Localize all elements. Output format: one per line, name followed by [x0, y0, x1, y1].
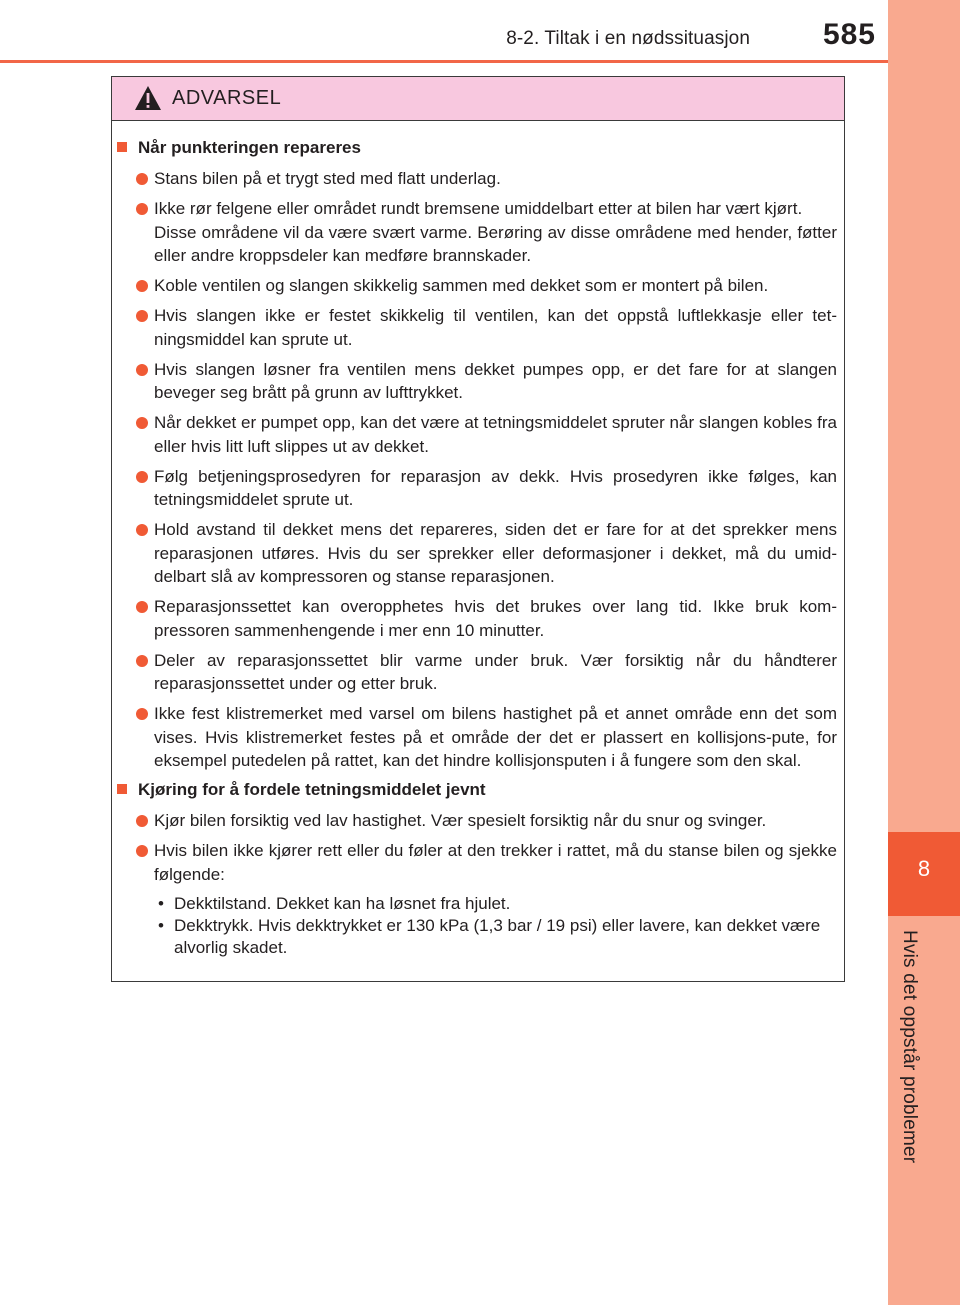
dot-bullet-icon [136, 845, 148, 857]
page-number: 585 [822, 18, 876, 51]
bullet-icon: • [158, 893, 164, 913]
warning-triangle-icon [134, 85, 162, 111]
warning-title: ADVARSEL [172, 87, 282, 109]
dot-bullet-icon [136, 815, 148, 827]
section-heading [112, 137, 844, 159]
square-bullet-icon [117, 142, 127, 152]
list-item: Når dekket er pumpet opp, kan det være at tetningsmiddelet spruter når slangen kobles fra eller hvis litt luft slippes ut av dekket. [112, 411, 844, 458]
list-item: Hvis slangen løsner fra ventilen mens dekket pumpes opp, er det fare for at slangen beveger seg brått på grunn av lufttrykket. [112, 358, 844, 405]
dot-bullet-icon [136, 173, 148, 185]
dot-bullet-icon [136, 524, 148, 536]
bullet-icon: • [158, 915, 164, 935]
warning-header [112, 77, 844, 121]
list-item: Ikke rør felgene eller området rundt bremsene umiddelbart etter at bilen har vært kjørt. Disse områdene vil da være svært varme. Berøring av disse områdene med hender, føtter eller andre kroppsdeler kan medføre brannskader. [112, 197, 844, 268]
section-heading-text: Kjøring for å fordele tetningsmiddelet jevnt [138, 780, 486, 799]
warning-content [112, 137, 844, 959]
dot-bullet-icon [136, 655, 148, 667]
dot-bullet-icon [136, 417, 148, 429]
dot-bullet-icon [136, 364, 148, 376]
list-item: Koble ventilen og slangen skikkelig sammen med dekket som er montert på bilen. [112, 274, 844, 298]
section-heading [112, 779, 844, 801]
list-item: Stans bilen på et trygt sted med flatt underlag. [112, 167, 844, 191]
header-rule [0, 60, 888, 63]
list-item: Reparasjonssettet kan overopphetes hvis det brukes over lang tid. Ikke bruk kom-pressoren sammenhengende i mer enn 10 minutter. [112, 595, 844, 642]
dot-bullet-icon [136, 601, 148, 613]
list-item: Deler av reparasjonssettet blir varme under bruk. Vær forsiktig når du håndterer reparasjonssettet under og etter bruk. [112, 649, 844, 696]
warning-box [111, 76, 845, 982]
list-item: Ikke fest klistremerket med varsel om bilens hastighet på et annet område enn det som vises. Hvis klistremerket festes på et område der det er plassert en kollisjons-pute, for eksempel putedelen på rattet, kan det hindre kollisjonsputen i å fungere som den skal. [112, 702, 844, 773]
list-item: Hold avstand til dekket mens det repareres, siden det er fare for at det sprekker mens reparasjonen utføres. Hvis du ser sprekker eller deformasjoner i dekket, må du umid-delbart slå av kompressoren og stanse reparasjonen. [112, 518, 844, 589]
sub-list [112, 893, 844, 959]
list-item: Kjør bilen forsiktig ved lav hastighet. Vær spesielt forsiktig når du snur og svinger. [112, 809, 844, 833]
square-bullet-icon [117, 784, 127, 794]
section-title: 8-2. Tiltak i en nødssituasjon [506, 28, 750, 49]
dot-bullet-icon [136, 471, 148, 483]
list-item: Følg betjeningsprosedyren for reparasjon av dekk. Hvis prosedyren ikke følges, kan tetningsmiddelet sprute ut. [112, 465, 844, 512]
chapter-number: 8 [917, 856, 931, 881]
dot-bullet-icon [136, 203, 148, 215]
list-item: Hvis bilen ikke kjører rett eller du føler at den trekker i rattet, må du stanse bilen og sjekke følgende: [112, 839, 844, 886]
dot-bullet-icon [136, 310, 148, 322]
dot-bullet-icon [136, 280, 148, 292]
sub-list-item: • Dekktrykk. Hvis dekktrykket er 130 kPa (1,3 bar / 19 psi) eller lavere, kan dekket være alvorlig skadet. [158, 915, 821, 957]
dot-bullet-icon [136, 708, 148, 720]
page-header [0, 0, 888, 62]
chapter-title: Hvis det oppstår problemer [899, 930, 920, 1164]
sub-list-item: • Dekktilstand. Dekket kan ha løsnet fra hjulet. [158, 893, 511, 913]
chapter-number-box [888, 832, 960, 916]
section-heading-text: Når punkteringen repareres [138, 138, 361, 157]
list-item: Hvis slangen ikke er festet skikkelig til ventilen, kan det oppstå luftlekkasje eller tet-ningsmiddel kan sprute ut. [112, 304, 844, 351]
